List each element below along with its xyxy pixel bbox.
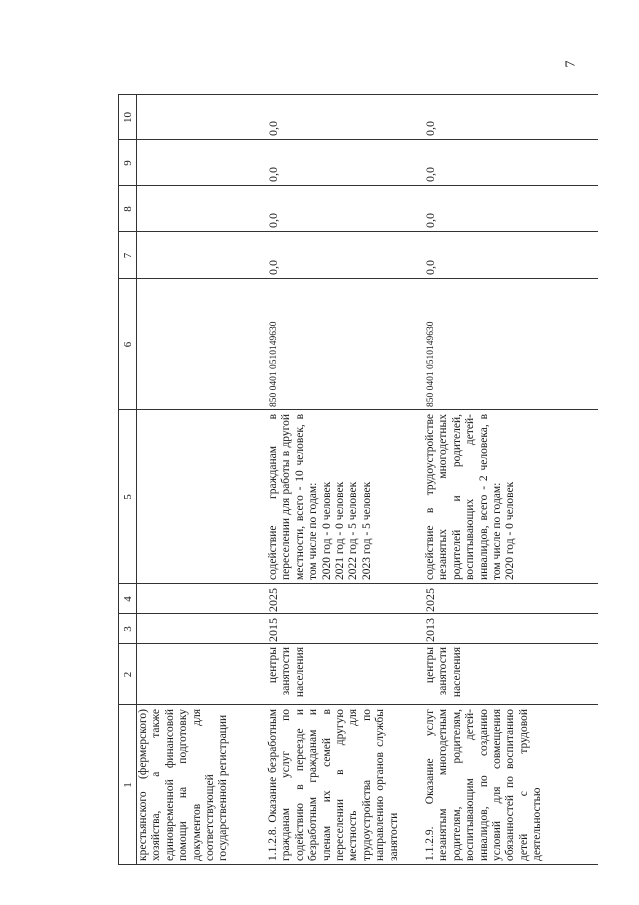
col-border-2 bbox=[118, 643, 598, 644]
col-border-4 bbox=[118, 583, 598, 584]
row-2-description: 1.1.2.9. Оказание услуг незанятым многодетным родителям, родителям, воспитывающим детей-инвалидов, по созданию условий для совмещения обязанностей по воспитанию детей с трудовой деятельностью bbox=[424, 709, 544, 861]
row-2-col-9: 0,0 bbox=[423, 167, 437, 182]
row-2-col-10: 0,0 bbox=[423, 121, 437, 136]
col-border-5 bbox=[118, 409, 598, 410]
row-1-result-text: содействие гражданам в переселении для работы в другой местности, всего - 10 человек, в том числе по годам: bbox=[267, 414, 320, 580]
row-1-year-1: 2020 год - 0 человек bbox=[320, 481, 333, 580]
table-top-border bbox=[118, 95, 119, 865]
row-1-end-year: 2025 bbox=[266, 588, 280, 612]
row-1-col-10: 0,0 bbox=[266, 121, 280, 136]
row-2-year-1: 2020 год - 0 человек bbox=[504, 481, 517, 580]
col-border-9 bbox=[118, 139, 598, 140]
header-col-4: 4 bbox=[122, 596, 134, 602]
col-border-8 bbox=[118, 185, 598, 186]
row-2-result bbox=[424, 414, 518, 580]
col-border-0 bbox=[118, 864, 598, 865]
row-1-start-year: 2015 bbox=[266, 618, 280, 642]
page-number: 7 bbox=[563, 60, 579, 68]
row-2-result-text: содействие в трудоустройстве незанятых многодетных родителей и родителей, воспитывающих детей-инвалидов, всего - 2 человека, в том числе по годам: bbox=[424, 414, 504, 580]
row-1-year-4: 2023 год - 5 человек bbox=[360, 481, 373, 580]
row-1-col-9: 0,0 bbox=[266, 167, 280, 182]
row-1-year-2: 2021 год - 0 человек bbox=[334, 481, 347, 580]
header-col-8: 8 bbox=[122, 206, 134, 212]
rotated-table bbox=[118, 95, 598, 865]
col-border-10 bbox=[118, 94, 598, 95]
row-2-col-8: 0,0 bbox=[423, 213, 437, 228]
header-col-2: 2 bbox=[122, 671, 134, 678]
col-border-3 bbox=[118, 613, 598, 614]
row-1-description: 1.1.2.8. Оказание безработным гражданам услуг по содействию в переезде и безработным гражданам и членам их семей в переселении в другую местность для трудоустройства по направлению органов службы занятости bbox=[267, 709, 400, 861]
row-1-result bbox=[267, 414, 374, 580]
col-border-6 bbox=[118, 278, 598, 279]
header-col-1: 1 bbox=[122, 782, 134, 788]
header-col-10: 10 bbox=[122, 112, 134, 123]
row-2-col-7: 0,0 bbox=[423, 260, 437, 275]
row-1-col-7: 0,0 bbox=[266, 260, 280, 275]
row-1-executor: центры занятости населения bbox=[267, 647, 306, 698]
continuation-text: крестьянского (фермерского) хозяйства, а также единовременной финансовой помощи на подготовку документов для соответствующей государственной регистрации bbox=[137, 709, 230, 861]
row-2-start-year: 2013 bbox=[423, 618, 437, 642]
header-col-9: 9 bbox=[122, 160, 134, 166]
row-2-end-year: 2025 bbox=[423, 588, 437, 612]
row-1-budget-code: 850 0401 0510149630 bbox=[269, 321, 279, 407]
row-2-executor: центры занятости населения bbox=[424, 647, 463, 698]
header-col-5: 5 bbox=[122, 494, 134, 500]
row-1-year-3: 2022 год - 5 человек bbox=[347, 481, 360, 580]
row-1-col-8: 0,0 bbox=[266, 213, 280, 228]
header-col-6: 6 bbox=[122, 341, 134, 348]
col-border-7 bbox=[118, 231, 598, 232]
col-border-1 bbox=[118, 704, 598, 705]
header-col-7: 7 bbox=[122, 252, 134, 259]
row-2-budget-code: 850 0401 0510149630 bbox=[426, 321, 436, 407]
header-col-3: 3 bbox=[122, 626, 134, 632]
